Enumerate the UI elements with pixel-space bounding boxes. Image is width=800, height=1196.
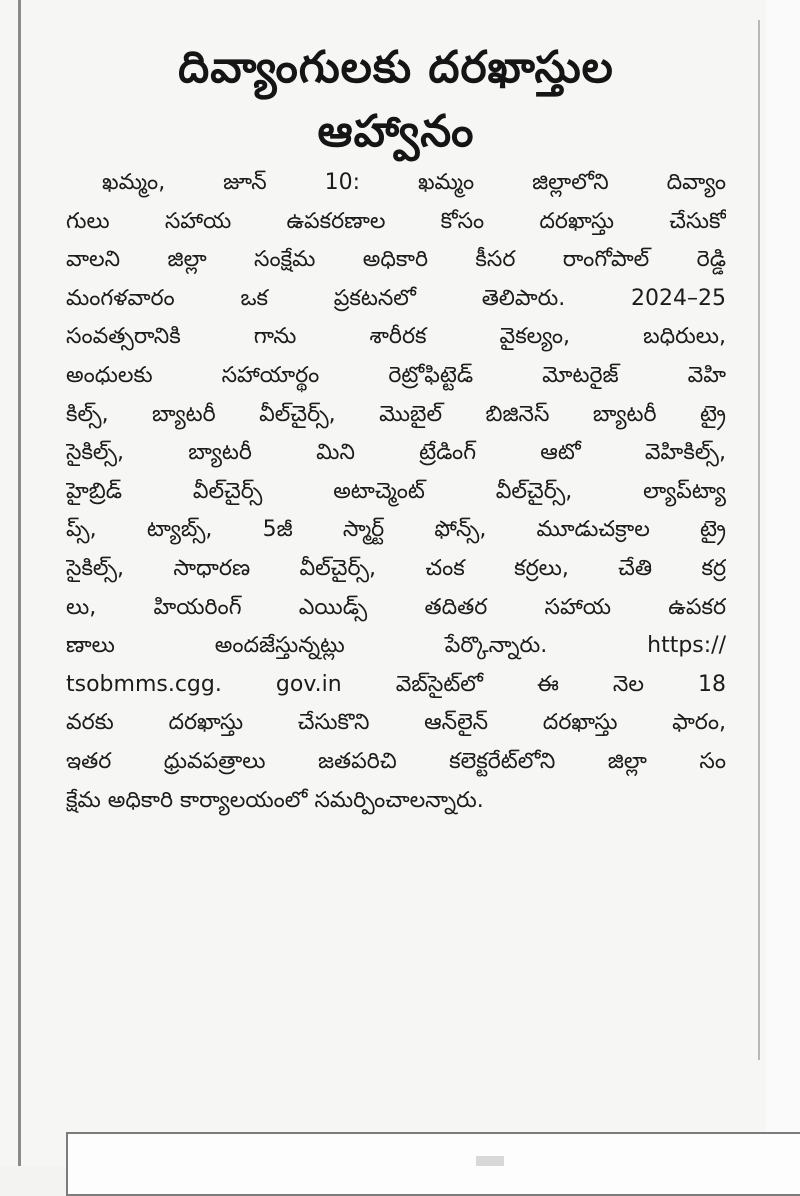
adjacent-column-edge: [766, 0, 800, 1166]
body-line: వాలని జిల్లా సంక్షేమ అధికారి కీసర రాంగోపాల్ రెడ్డి: [66, 247, 726, 273]
body-line: గులు సహాయ ఉపకరణాల కోసం దరఖాస్తు చేసుకో: [66, 208, 726, 234]
next-article-fragment: [476, 1156, 504, 1166]
body-line-url: tsobmms.cgg. gov.in వెబ్‌సైట్‌లో ఈ నెల 18: [66, 671, 726, 697]
next-article-box: [66, 1132, 800, 1196]
body-line: సైకిల్స్, సాధారణ వీల్‌చైర్స్, చంక కర్రలు, చేతి కర్ర: [66, 555, 726, 581]
body-line: వరకు దరఖాస్తు చేసుకొని ఆన్‌లైన్ దరఖాస్తు ఫారం,: [66, 710, 726, 736]
news-article: [66, 36, 726, 820]
body-line: లు, హియరింగ్ ఎయిడ్స్ తదితర సహాయ ఉపకర: [66, 594, 726, 620]
headline-line-2: ఆహ్వానం: [317, 106, 475, 157]
article-headline: [66, 36, 726, 164]
body-line: క్షేమ అధికారి కార్యాలయంలో సమర్పించాలన్నారు.: [66, 787, 484, 813]
body-line: సైకిల్స్, బ్యాటరీ మిని ట్రేడింగ్ ఆటో వెహికిల్స్,: [66, 440, 726, 466]
column-divider-left: [18, 0, 21, 1166]
body-line-url: ణాలు అందజేస్తున్నట్లు పేర్కొన్నారు. https://: [66, 633, 726, 659]
body-line: అంధులకు సహాయార్థం రెట్రోఫిట్టెడ్ మోటరైజ్ వెహి: [66, 362, 726, 388]
body-line: సంవత్సరానికి గాను శారీరక వైకల్యం, బధిరులు,: [66, 324, 726, 350]
body-line: ఇతర ధ్రువపత్రాలు జతపరిచి కలెక్టరేట్‌లోని జిల్లా సం: [66, 748, 726, 774]
headline-line-1: దివ్యాంగులకు దరఖాస్తుల: [178, 42, 614, 93]
body-line: హైబ్రిడ్ వీల్‌చైర్స్ అటాచ్మెంట్ వీల్‌చైర్స్, ల్యాప్‌ట్యా: [66, 478, 726, 504]
article-body: [66, 164, 726, 820]
column-divider-right: [758, 20, 760, 1060]
body-line: కిల్స్, బ్యాటరీ వీల్‌చైర్స్, మొబైల్ బిజినెస్ బ్యాటరీ ట్రై: [66, 401, 726, 427]
body-line: మంగళవారం ఒక ప్రకటనలో తెలిపారు. 2024–25: [66, 285, 726, 311]
body-line: ఖమ్మం, జూన్ 10: ఖమ్మం జిల్లాలోని దివ్యాం: [102, 170, 726, 195]
body-line: ప్స్, ట్యాబ్స్, 5జీ స్మార్ట్ ఫోన్స్, మూడుచక్రాల ట్రై: [66, 517, 726, 543]
